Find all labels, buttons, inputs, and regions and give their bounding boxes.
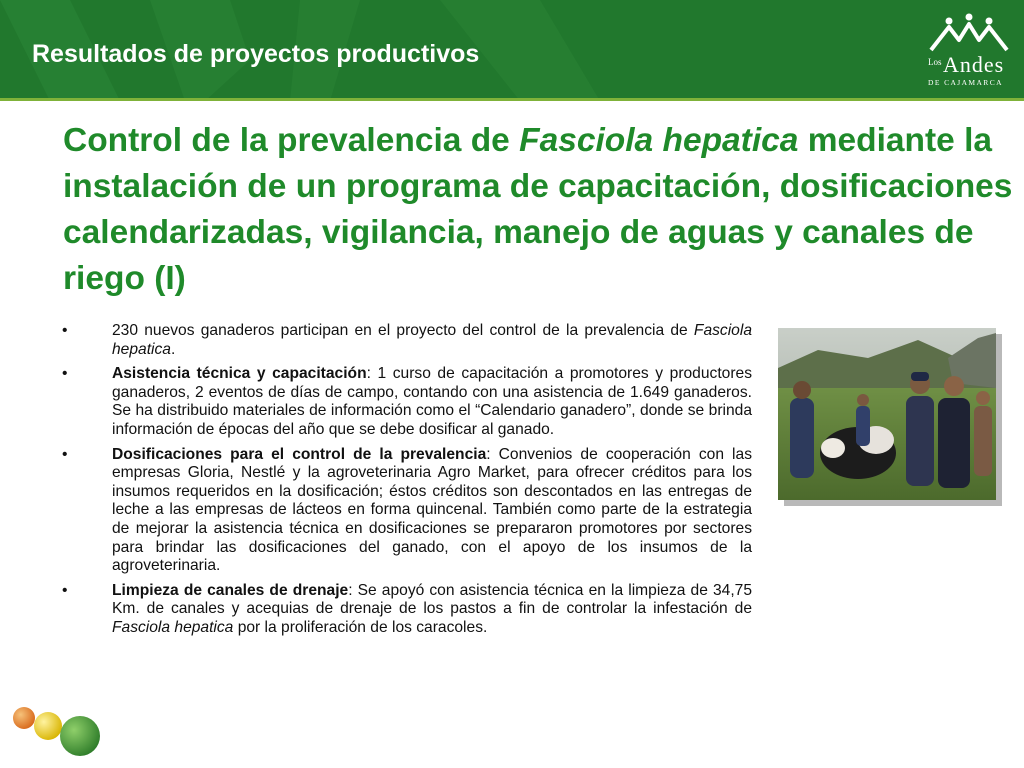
farmers-cattle-photo [778, 328, 996, 500]
logo-figures-icon [925, 10, 1015, 54]
bullet-italic-term: Fasciola hepatica [112, 322, 752, 358]
bullet-marker: • [62, 581, 68, 599]
bullet-heading: Limpieza de canales de drenaje [112, 581, 349, 599]
field-photo [778, 328, 996, 500]
bullet-item-asistencia [60, 365, 752, 439]
header-accent-band [0, 98, 1024, 101]
header-bar [0, 0, 1024, 101]
los-andes-logo [925, 10, 1015, 90]
logo-los-text: Los [928, 57, 942, 67]
logo-cajamarca-text: DE CAJAMARCA [928, 78, 1003, 87]
bullet-italic-term: Fasciola hepatica [112, 618, 234, 636]
bullet-text-end: por la proliferación de los caracoles. [233, 618, 488, 636]
slide-title [63, 118, 1013, 302]
bullet-text: : 1 curso de capacitación a promotores y productores ganaderos, 2 eventos de días de campo, contando con una asistencia de 1.649 ganaderos. Se ha distribuido materiales de información como el “Calendario ganadero”, donde se brinda información de épocas del año que se debe dosificar al ganado. [112, 365, 752, 438]
slide-title-italic: Fasciola hepatica [519, 122, 799, 159]
bullet-list [60, 322, 752, 644]
section-title: Resultados de proyectos productivos [32, 40, 480, 68]
bullet-item-participants [60, 322, 752, 359]
bullet-marker: • [62, 322, 68, 339]
bullet-marker: • [62, 445, 68, 463]
bullet-item-dosificaciones [60, 446, 752, 576]
bullet-marker: • [62, 365, 68, 383]
slide-title-part1: Control de la prevalencia de [63, 122, 520, 159]
bullet-item-limpieza [60, 582, 752, 638]
bullet-text: : Se apoyó con asistencia técnica en la limpieza de 34,75 Km. de canales y acequias de drenaje de los pastos a fin de controlar la infestación de [112, 581, 753, 618]
bullet-text: 230 nuevos ganaderos participan en el proyecto del control de la prevalencia de [112, 322, 694, 339]
bullet-heading: Dosificaciones para el control de la prevalencia [112, 445, 487, 463]
bullet-text-end: . [170, 340, 176, 358]
slide-title-part2: mediante la instalación de un programa de capacitación, dosificaciones calendarizadas, vigilancia, manejo de aguas y canales de riego (I) [63, 122, 1013, 297]
bullet-heading: Asistencia técnica y capacitación [112, 365, 367, 383]
decorative-balls [10, 704, 110, 760]
logo-andes-text: Andes [943, 52, 1005, 77]
bullet-text: : Convenios de cooperación con las empresas Gloria, Nestlé y la agroveterinaria Agro Market, para ofrecer créditos para los insumos requeridos en la dosificación; éstos créditos son descontados en las entregas de leche a las empresas de lácteos en forma quincenal. También como parte de la estrategia de mejorar la asistencia técnica en dosificaciones se prepararon promotores por sectores para brindar las dosificaciones del ganado, con el apoyo de los insumos de la agroveterinaria. [112, 445, 752, 575]
